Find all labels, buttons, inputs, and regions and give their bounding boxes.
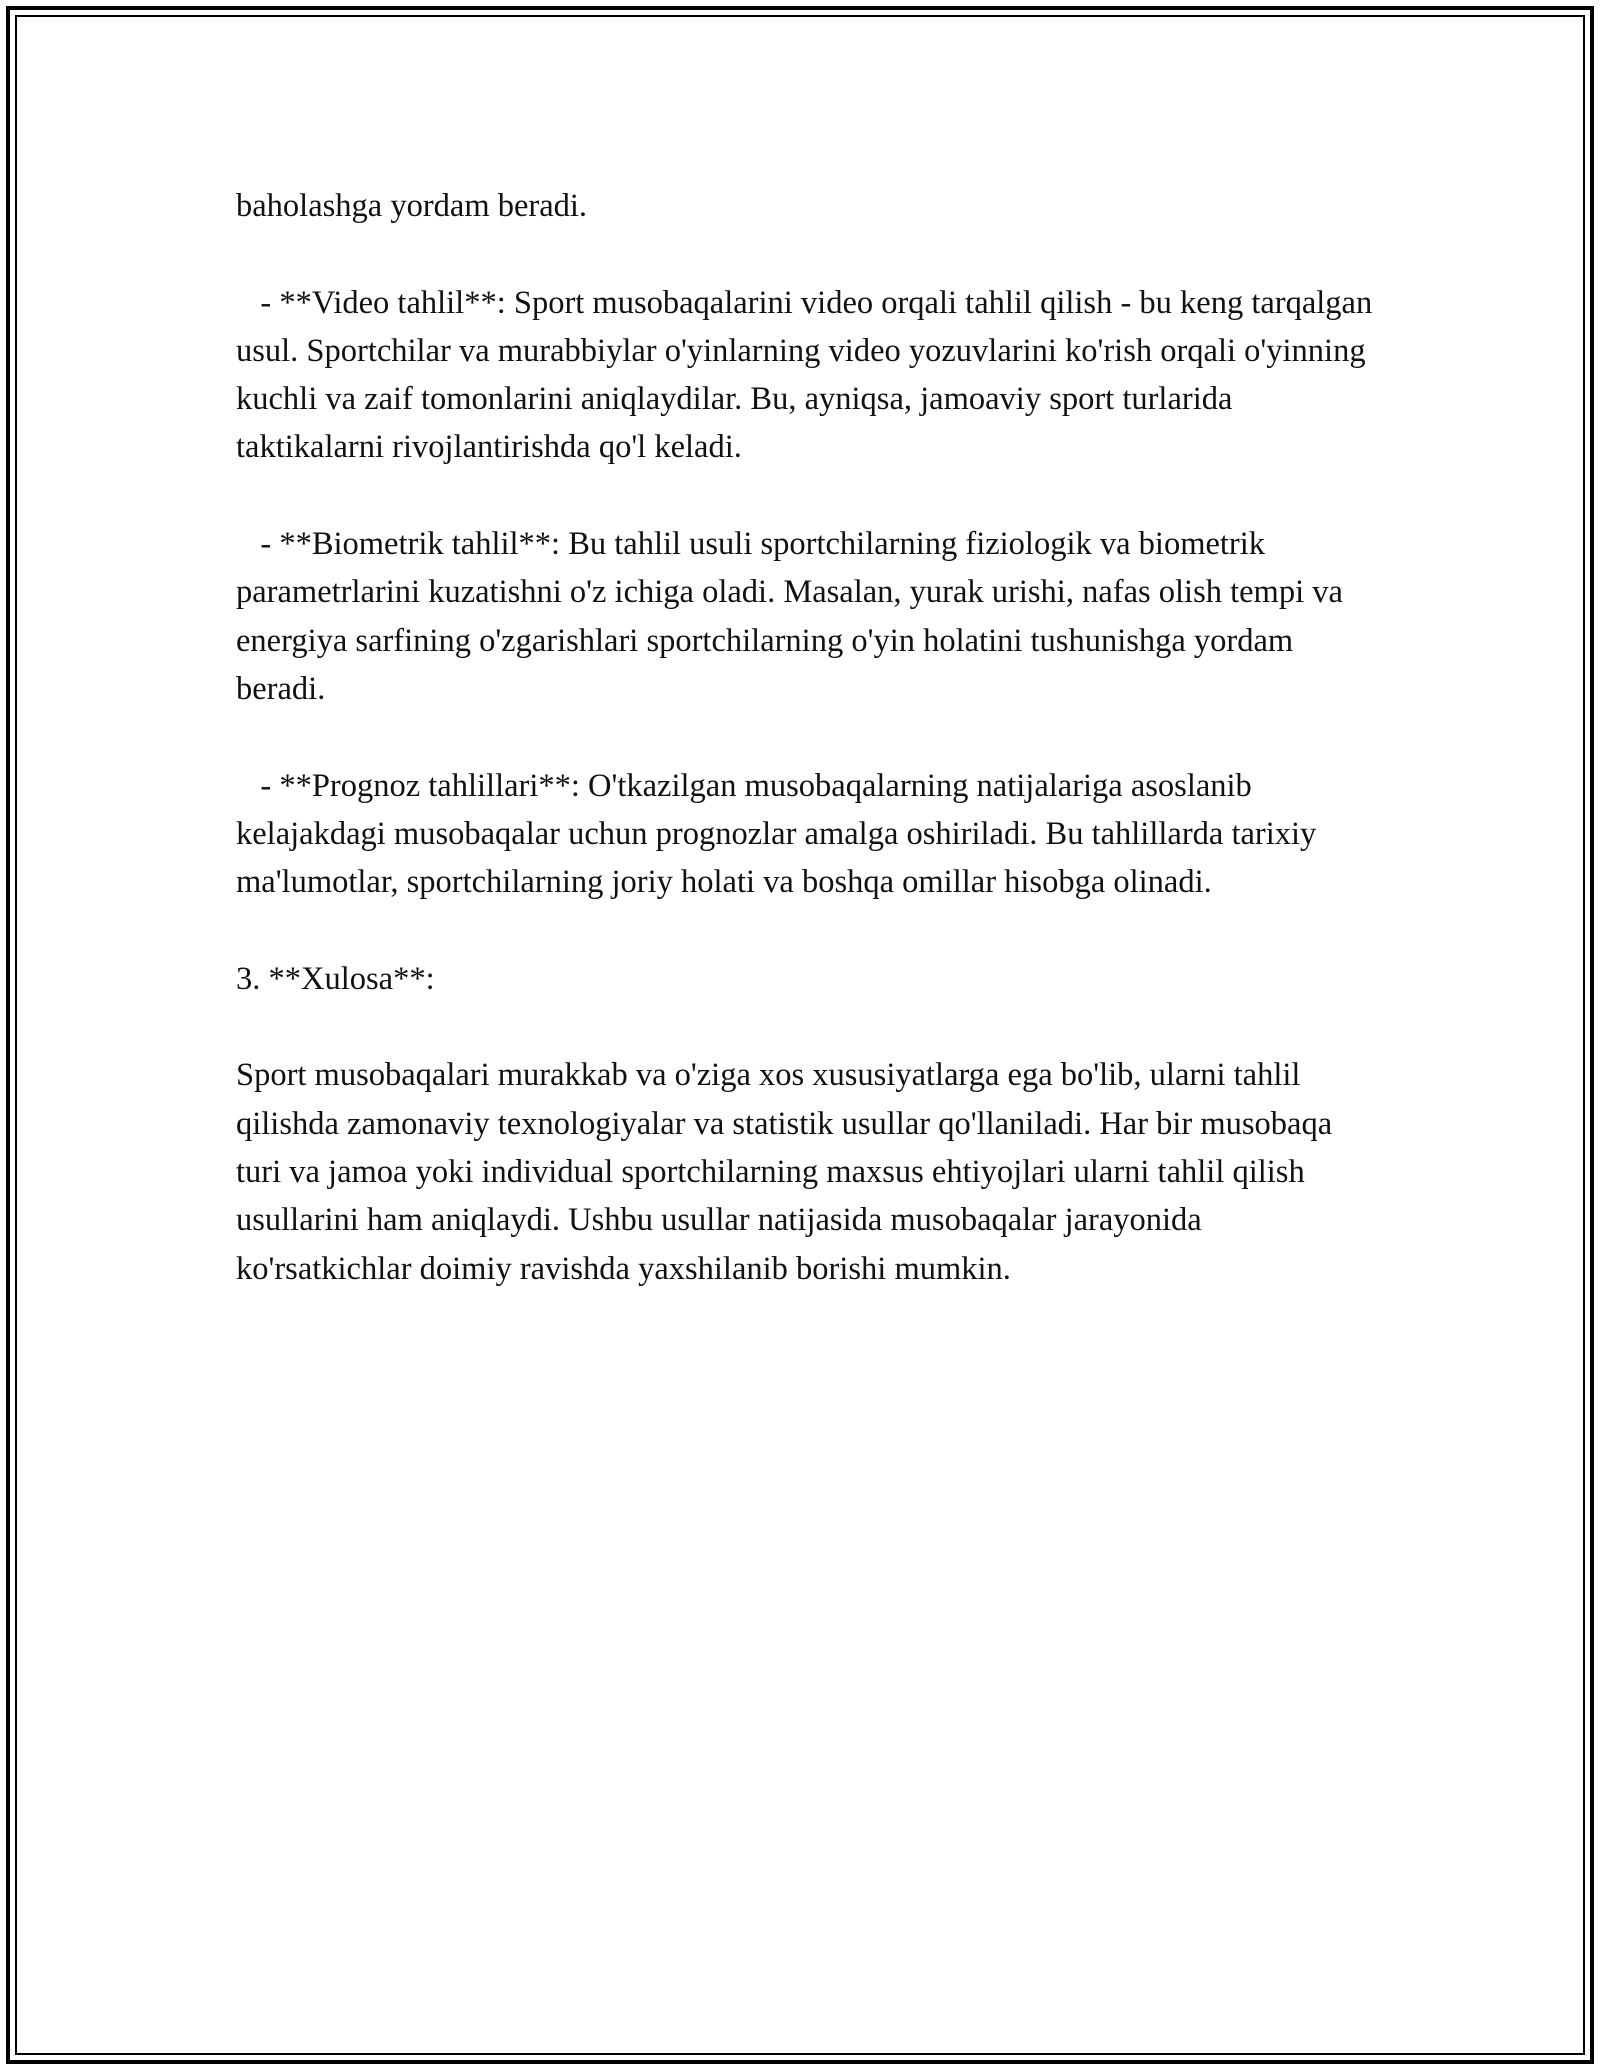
document-body [236, 182, 1381, 1293]
paragraph-conclusion: Sport musobaqalari murakkab va o'ziga xos xususiyatlarga ega bo'lib, ularni tahlil qilishda zamonaviy texnologiyalar va statistik usullar qo'llaniladi. Har bir musobaqa turi va jamoa yoki individual sportchilarning maxsus ehtiyojlari ularni tahlil qilish usullarini ham aniqlaydi. Ushbu usullar natijasida musobaqalar jarayonida ko'rsatkichlar doimiy ravishda yaxshilanib borishi mumkin. [236, 1057, 1341, 1287]
paragraph-biometrik-tahlil: - **Biometrik tahlil**: Bu tahlil usuli sportchilarning fiziologik va biometrik parametrlarini kuzatishni o'z ichiga oladi. Masalan, yurak urishi, nafas olish tempi va energiya sarfining o'zgarishlari sportchilarning o'yin holatini tushunishga yordam beradi. [236, 526, 1352, 707]
paragraph-prognoz-tahlillari: - **Prognoz tahlillari**: O'tkazilgan musobaqalarning natijalariga asoslanib kelajakdagi musobaqalar uchun prognozlar amalga oshiriladi. Bu tahlillarda tarixiy ma'lumotlar, sportchilarning joriy holati va boshqa omillar hisobga olinadi. [236, 767, 1325, 901]
section-heading-xulosa: 3. **Xulosa**: [236, 960, 435, 997]
paragraph-continuation: baholashga yordam beradi. [236, 188, 588, 224]
paragraph-video-tahlil: - **Video tahlil**: Sport musobaqalarini video orqali tahlil qilish - bu keng tarqalgan usul. Sportchilar va murabbiylar o'yinlarning video yozuvlarini ko'rish orqali o'yinning kuchli va zaif tomonlarini aniqlaydilar. Bu, ayniqsa, jamoaviy sport turlarida taktikalarni rivojlantirishda qo'l keladi. [236, 284, 1381, 466]
